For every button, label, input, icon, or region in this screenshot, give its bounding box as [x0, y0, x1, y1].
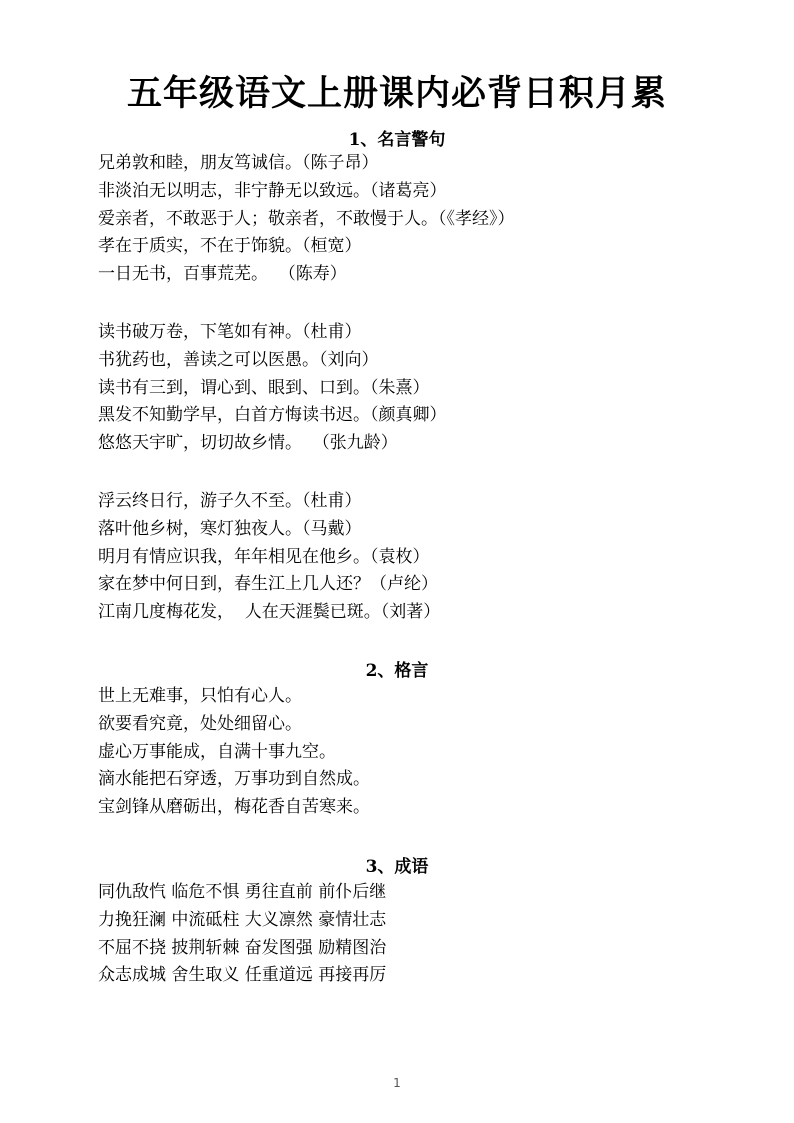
quotes-group-2 — [98, 319, 738, 458]
quote-line: 江南几度梅花发， 人在天涯鬓已斑。（刘著） — [98, 602, 441, 623]
idiom-line: 不屈不挠 披荆斩棘 奋发图强 励精图治 — [98, 937, 387, 958]
mottos-list — [98, 683, 738, 822]
quote-line: 爱亲者，不敢恶于人；敬亲者，不敢慢于人。（《孝经》） — [98, 208, 515, 229]
page-number: 1 — [393, 1076, 401, 1090]
quote-line: 浮云终日行，游子久不至。（杜甫） — [98, 491, 362, 511]
quote-line: 悠悠天宇旷，切切故乡情。 （张九龄） — [98, 433, 398, 454]
idiom-line: 同仇敌忾 临危不惧 勇往直前 前仆后继 — [98, 882, 387, 902]
quote-line: 一日无书，百事荒芜。 （陈寿） — [98, 264, 347, 285]
motto-line: 世上无难事，只怕有心人。 — [98, 686, 302, 706]
quotes-group-1 — [98, 150, 738, 289]
quote-line: 兄弟敦和睦，朋友笃诚信。（陈子昂） — [98, 153, 379, 173]
idiom-line: 众志成城 舍生取义 任重道远 再接再厉 — [98, 965, 387, 986]
motto-line: 宝剑锋从磨砺出，梅花香自苦寒来。 — [98, 797, 370, 818]
quote-line: 读书破万卷，下笔如有神。（杜甫） — [98, 322, 362, 342]
quote-line: 家在梦中何日到，春生江上几人还？（卢纶） — [98, 574, 438, 595]
motto-line: 欲要看究竟，处处细留心。 — [98, 713, 302, 734]
motto-line: 滴水能把石穿透，万事功到自然成。 — [98, 769, 370, 790]
section-heading-idioms: 3、成语 — [365, 857, 429, 877]
idioms-list — [98, 879, 738, 990]
section-heading-mottos: 2、格言 — [365, 661, 429, 681]
quote-line: 孝在于质实，不在于饰貌。（桓宽） — [98, 236, 362, 257]
quote-line: 黑发不知勤学早，白首方悔读书迟。（颜真卿） — [98, 405, 447, 426]
quote-line: 读书有三到，谓心到、眼到、口到。（朱熹） — [98, 377, 430, 398]
page-title: 五年级语文上册课内必背日积月累 — [126, 74, 667, 114]
quote-line: 落叶他乡树，寒灯独夜人。（马戴） — [98, 518, 362, 539]
idiom-line: 力挽狂澜 中流砥柱 大义凛然 豪情壮志 — [98, 909, 387, 930]
section-heading-quotes: 1、名言警句 — [348, 130, 446, 150]
quote-line: 非淡泊无以明志，非宁静无以致远。（诸葛亮） — [98, 180, 447, 201]
quotes-group-3 — [98, 488, 738, 627]
quote-line: 书犹药也，善读之可以医愚。（刘向） — [98, 349, 379, 370]
motto-line: 虚心万事能成，自满十事九空。 — [98, 741, 336, 762]
quote-line: 明月有情应识我，年年相见在他乡。（袁枚） — [98, 546, 430, 567]
